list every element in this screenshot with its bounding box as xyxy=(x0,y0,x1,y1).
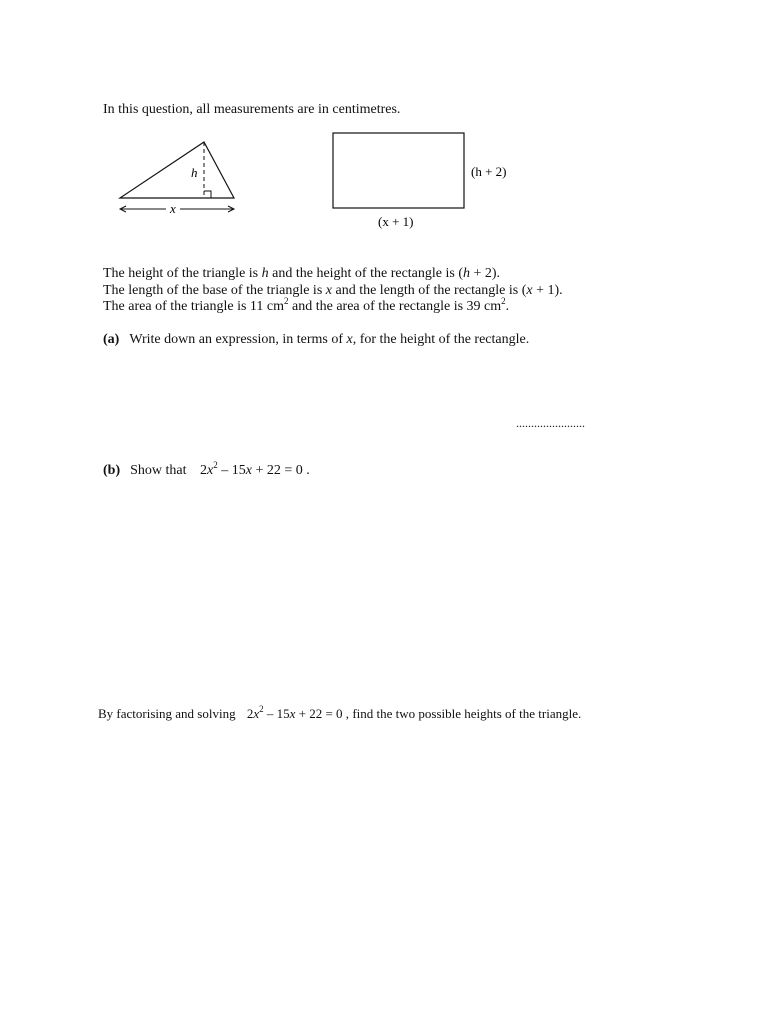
triangle-base-label: x xyxy=(170,201,176,216)
intro-text: In this question, all measurements are in centimetres. xyxy=(103,102,401,117)
statement-lengths xyxy=(103,283,563,299)
question-a-text: Write down an expression, in terms of xyxy=(129,332,347,347)
rectangle-shape xyxy=(333,133,464,208)
var-h: h xyxy=(463,266,470,281)
equation-c xyxy=(247,706,349,721)
statement-text: . xyxy=(505,299,510,314)
eq-term: – 15 xyxy=(217,463,246,478)
superscript: 2 xyxy=(501,296,506,306)
triangle-height-label: h xyxy=(191,165,198,180)
statement-text: + 1). xyxy=(532,283,563,298)
statement-text: + 2). xyxy=(470,266,501,281)
var-x: x xyxy=(245,463,252,478)
rectangle-height-label: (h + 2) xyxy=(471,164,507,179)
statement-text: and the height of the rectangle is ( xyxy=(268,266,463,281)
question-a-label: (a) xyxy=(103,332,120,347)
equation-b xyxy=(200,460,310,478)
statement-text: and the length of the rectangle is ( xyxy=(331,283,527,298)
question-c-text: By factorising and solving xyxy=(98,706,236,721)
superscript: 2 xyxy=(259,704,264,714)
triangle-shape xyxy=(120,142,234,198)
eq-term: 2 xyxy=(246,706,254,721)
var-x: x xyxy=(253,706,260,721)
eq-term: + 22 = 0 , xyxy=(295,706,350,721)
eq-term: + 22 = 0 . xyxy=(251,463,310,478)
statement-text: The length of the base of the triangle is xyxy=(103,283,326,298)
superscript: 2 xyxy=(213,460,218,470)
question-b-text: Show that xyxy=(130,463,187,478)
var-x: x xyxy=(526,283,533,298)
eq-term: 2 xyxy=(200,463,208,478)
question-c-text: find the two possible heights of the triangle. xyxy=(349,706,582,721)
var-x: x xyxy=(325,283,332,298)
right-angle-marker xyxy=(204,191,211,198)
question-a xyxy=(103,332,529,348)
rectangle-width-label: (x + 1) xyxy=(378,214,414,229)
shapes-diagram xyxy=(100,125,540,235)
var-x: x xyxy=(289,706,296,721)
question-b xyxy=(103,460,310,479)
var-x: x xyxy=(207,463,214,478)
question-b-label: (b) xyxy=(103,463,121,478)
answer-line-a[interactable]: ....................... xyxy=(516,416,585,430)
statement-heights xyxy=(103,266,500,282)
var-h: h xyxy=(261,266,269,281)
question-a-text: , for the height of the rectangle. xyxy=(352,332,530,347)
var-x: x xyxy=(346,332,353,347)
statement-areas xyxy=(103,296,510,315)
question-c xyxy=(98,706,581,722)
statement-text: The area of the triangle is 11 cm xyxy=(103,299,285,314)
statement-text: and the area of the rectangle is 39 cm xyxy=(288,299,502,314)
eq-term: – 15 xyxy=(263,706,290,721)
superscript: 2 xyxy=(284,296,289,306)
statement-text: The height of the triangle is xyxy=(103,266,262,281)
